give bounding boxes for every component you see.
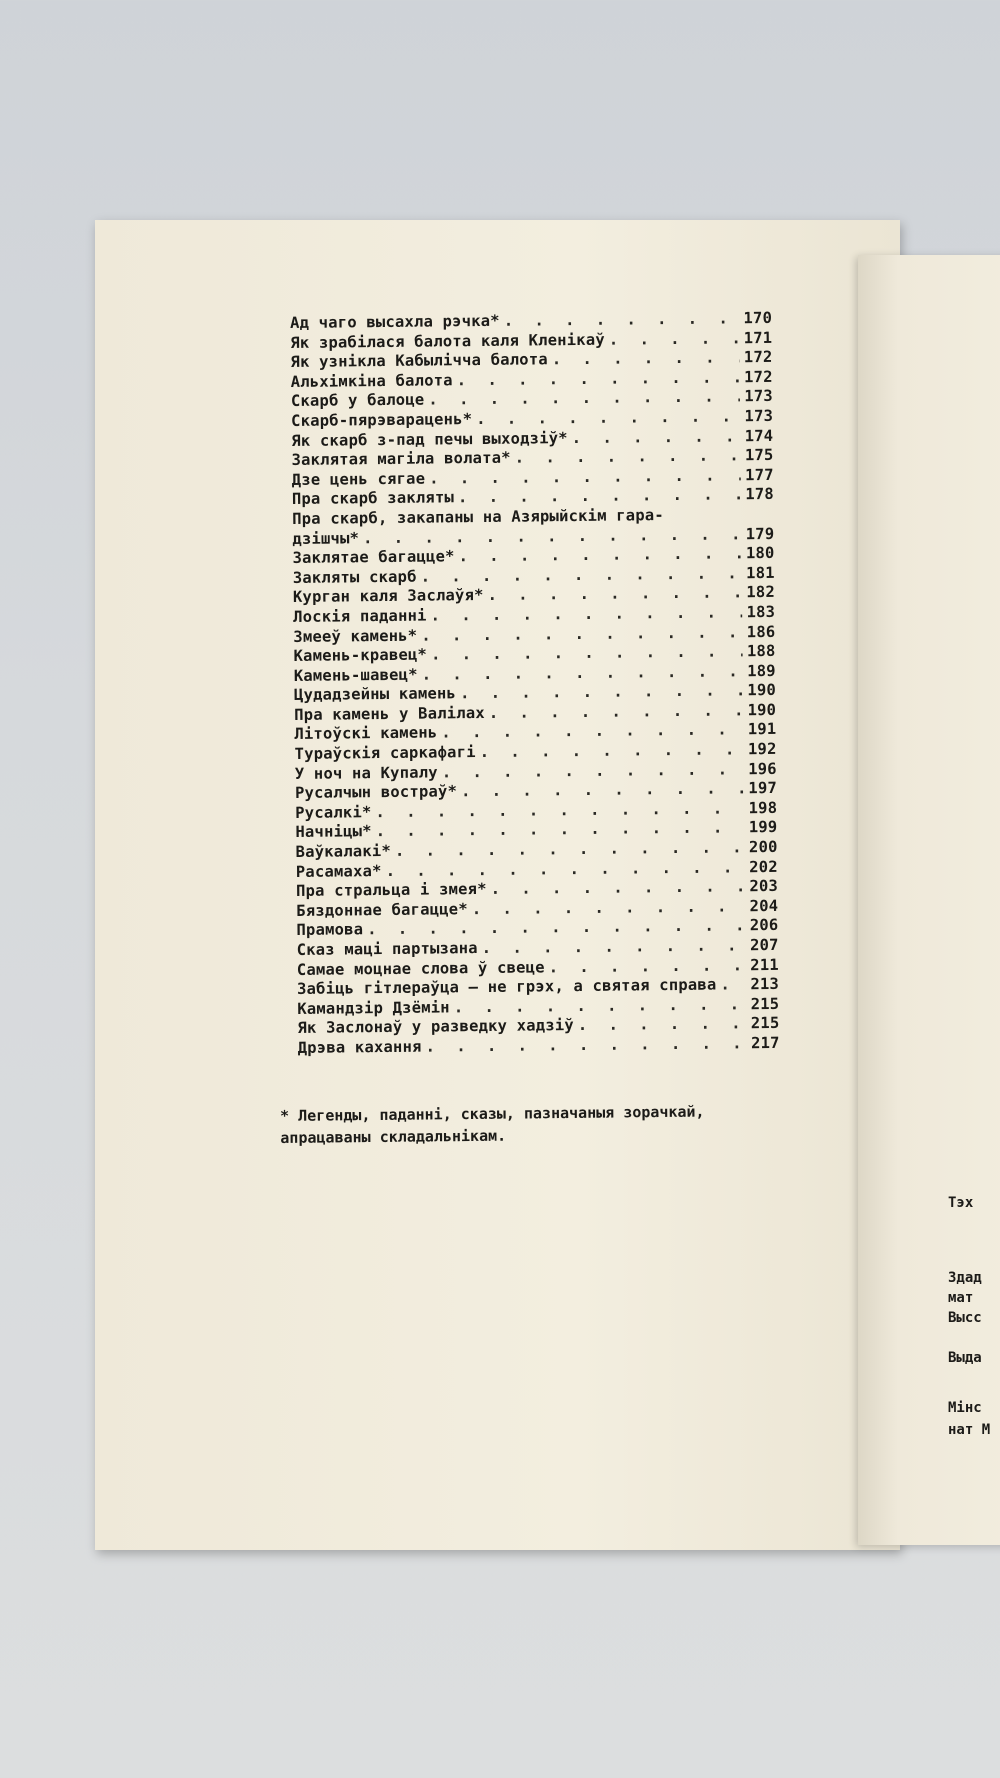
toc-entry-title: Заклятая магіла волата* <box>291 448 511 470</box>
footnote <box>280 1100 770 1149</box>
toc-dot-leader <box>609 329 740 348</box>
toc-dot-leader <box>488 584 743 605</box>
toc-entry-page: 183 <box>746 602 776 622</box>
toc-entry-page: 204 <box>749 896 779 916</box>
toc-entry-title: Лоскія паданні <box>293 606 427 626</box>
toc-dot-leader <box>386 858 746 880</box>
toc-entry-page: 190 <box>747 681 777 700</box>
toc-entry-page: 179 <box>745 524 775 543</box>
toc-dot-leader <box>457 368 741 389</box>
toc-entry-page: 192 <box>747 739 777 759</box>
toc-dot-leader <box>461 780 745 801</box>
toc-entry-page: 182 <box>746 583 776 602</box>
toc-entry-title: Заклятае багацце* <box>292 547 455 568</box>
toc-entry-page: 186 <box>746 622 776 641</box>
toc-entry-page: 170 <box>743 308 773 328</box>
toc-dot-leader <box>458 544 742 565</box>
toc-entry-title: Пра скарб, закапаны на Азярыйскім гара- <box>292 506 664 528</box>
toc-entry-page: 189 <box>747 661 776 680</box>
toc-entry-title: Начніцы* <box>295 822 372 842</box>
toc-entry-title: Як скарб з-пад печы выходзіў* <box>291 428 568 450</box>
toc-entry-title: Пра стральца і змея* <box>295 880 487 901</box>
toc-dot-leader <box>422 662 744 683</box>
toc-entry-page: 181 <box>746 563 775 582</box>
toc-entry-title: Як узнікла Кабылічча балота <box>290 350 548 372</box>
toc-entry-page: 190 <box>747 700 777 720</box>
toc-entry-title: У ноч на Купалу <box>294 763 438 783</box>
right-page-line-6: Мінс <box>948 1400 982 1416</box>
toc-entry-page: 191 <box>747 720 777 739</box>
toc-entry-title: Русалчын востраў* <box>294 782 458 803</box>
toc-dot-leader <box>460 682 744 703</box>
toc-entry-page: 203 <box>749 877 779 896</box>
toc-entry-title: Курган каля Заслаўя* <box>292 586 484 607</box>
toc-entry-title: Ваўкалакі* <box>295 842 392 862</box>
toc-entry-title: Камандзір Дзёмін <box>297 998 450 1018</box>
toc-dot-leader <box>431 603 743 624</box>
toc-dot-leader <box>572 427 741 447</box>
toc-dot-leader <box>367 917 746 939</box>
toc-entry-title: Як Заслонаў у разведку хадзіў <box>297 1016 574 1038</box>
right-page-line-2: Здад <box>948 1270 982 1286</box>
toc-entry-page: 197 <box>748 779 778 798</box>
toc-entry-title: Закляты скарб <box>292 567 417 587</box>
toc-entry-title: Дрэва кахання <box>297 1037 422 1057</box>
toc-entry-page: 177 <box>745 465 774 484</box>
toc-entry-title: Камень-кравец* <box>293 645 428 666</box>
right-page-line-5: Выда <box>948 1350 982 1366</box>
toc-dot-leader <box>552 348 740 368</box>
toc-entry-page: 215 <box>750 994 780 1013</box>
toc-entry-title: Пра камень у Валілах <box>294 703 485 724</box>
toc-entry-title: Расамаха* <box>295 861 382 881</box>
toc-entry-title: Ад чаго высахла рэчка* <box>290 311 500 332</box>
right-page-line-7: нат М <box>948 1422 991 1438</box>
footnote-line-2: апрацаваны складальнікам. <box>280 1126 507 1147</box>
toc-dot-leader <box>428 388 740 409</box>
toc-entry-page: 211 <box>750 955 779 974</box>
toc-entry-page: 200 <box>748 837 778 857</box>
toc-dot-leader <box>515 446 741 466</box>
toc-entry-page: 172 <box>743 348 773 367</box>
toc-entry-page: 173 <box>744 406 774 426</box>
toc-dot-leader <box>363 525 742 547</box>
toc-dot-leader <box>421 564 743 585</box>
toc-entry-page: 180 <box>745 544 775 563</box>
toc-entry-title: Русалкі* <box>295 803 372 822</box>
toc-entry-page: 174 <box>744 426 774 445</box>
footnote-line-1: * Легенды, паданні, сказы, пазначаныя зорачкай, <box>280 1102 705 1125</box>
toc-entry-title: Змееў камень* <box>293 626 418 646</box>
toc-entry-page: 206 <box>749 916 779 935</box>
toc-dot-leader <box>375 799 744 821</box>
toc-entry-page: 213 <box>750 975 780 994</box>
toc-dot-leader <box>472 897 746 918</box>
toc-dot-leader <box>578 1015 747 1035</box>
toc-dot-leader <box>480 740 744 761</box>
toc-dot-leader <box>491 877 746 898</box>
toc-entry-title: Прамова <box>296 920 364 940</box>
toc-dot-leader <box>454 995 747 1016</box>
toc-entry-title: Самае моцнае слова ў свеце <box>296 957 545 979</box>
toc-dot-leader <box>429 466 741 487</box>
toc-entry-title: Забіць гітлераўца — не грэх, а святая справа <box>296 975 717 999</box>
toc-entry-title: Як зрабілася балота каля Кленікаў <box>290 330 605 352</box>
toc-entry-title: Камень-шавец* <box>293 665 418 685</box>
toc-entry-page: 175 <box>744 446 774 465</box>
toc-dot-leader <box>421 623 743 644</box>
toc-entry-page: 178 <box>745 485 775 504</box>
toc-dot-leader <box>720 975 746 993</box>
toc-dot-leader <box>549 956 747 976</box>
toc-entry-title: Бяздоннае багацце* <box>296 899 468 920</box>
right-page-line-4: Высс <box>948 1310 982 1326</box>
toc-entry-page: 207 <box>749 935 779 955</box>
toc-dot-leader <box>441 721 744 742</box>
toc-entry-page: 215 <box>750 1014 780 1033</box>
toc-entry-title: Цудадзейны камень <box>293 684 457 705</box>
toc-dot-leader <box>504 309 740 329</box>
toc-entry-title: дзішчы* <box>292 528 360 548</box>
toc-entry-title: Пра скарб закляты <box>291 488 455 509</box>
toc-entry-title: Скарб-пярэварацень* <box>291 410 473 430</box>
toc-entry-title: Літоўскі камень <box>294 723 438 744</box>
toc-dot-leader <box>489 701 744 722</box>
toc-entry-title: Скарб у балоце <box>290 390 425 411</box>
toc-entry-page: 196 <box>748 759 777 778</box>
toc-dot-leader <box>426 1034 748 1055</box>
toc-dot-leader <box>458 486 742 507</box>
toc-entry-title: Дзе цень сягае <box>291 469 426 489</box>
table-of-contents <box>290 309 780 1059</box>
toc-dot-leader <box>431 642 743 663</box>
toc-entry-page: 217 <box>750 1033 780 1053</box>
toc-entry-title: Тураўскія саркафагі <box>294 743 476 764</box>
toc-entry-page: 171 <box>743 328 773 347</box>
toc-entry-title: Альхімкіна балота <box>290 371 453 391</box>
toc-dot-leader <box>395 838 745 860</box>
toc-entry-page: 172 <box>743 367 773 387</box>
toc-dot-leader <box>476 407 740 428</box>
toc-entry-page: 188 <box>746 642 776 661</box>
toc-entry-page: 198 <box>748 798 778 818</box>
right-page-line-1: Тэх <box>948 1195 974 1211</box>
toc-dot-leader <box>482 936 746 957</box>
right-page-line-3: мат <box>948 1290 974 1306</box>
toc-entry-page: 199 <box>748 818 778 837</box>
toc-entry-page: 173 <box>744 387 773 406</box>
toc-entry-title: Сказ маці партызана <box>296 939 478 959</box>
toc-dot-leader <box>442 760 745 781</box>
toc-dot-leader <box>376 819 745 841</box>
toc-entry-page: 202 <box>749 857 778 876</box>
